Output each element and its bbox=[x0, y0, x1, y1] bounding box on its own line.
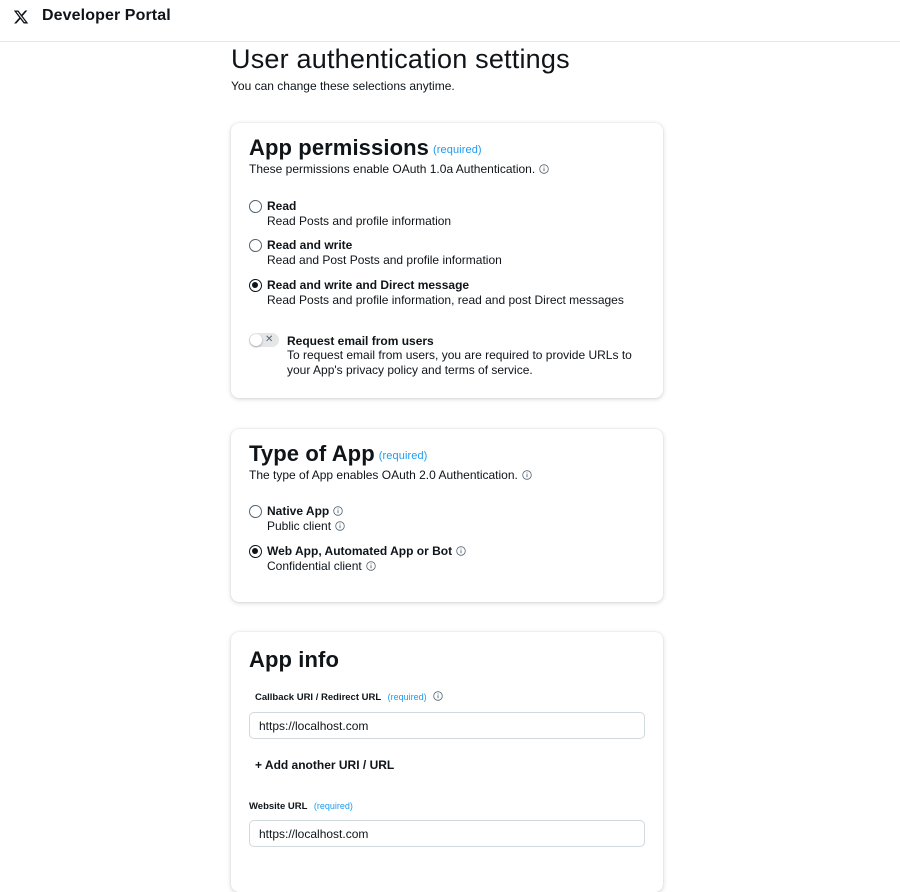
app-permissions-description-text: These permissions enable OAuth 1.0a Authentication. bbox=[249, 162, 536, 176]
info-icon[interactable] bbox=[522, 470, 532, 480]
info-icon[interactable] bbox=[456, 546, 466, 556]
close-icon: ✕ bbox=[265, 334, 274, 345]
type-of-app-title bbox=[249, 441, 427, 467]
app-permissions-description bbox=[249, 162, 549, 176]
app-info-card bbox=[231, 632, 663, 892]
request-email-toggle[interactable] bbox=[249, 333, 279, 347]
app-type-label-text: Native App bbox=[267, 504, 330, 518]
callback-url-input[interactable] bbox=[249, 712, 645, 739]
app-type-sub-text: Public client bbox=[267, 519, 332, 533]
website-url-label-text: Website URL bbox=[249, 801, 308, 812]
info-icon[interactable] bbox=[366, 561, 376, 571]
type-of-app-description-text: The type of App enables OAuth 2.0 Authentication. bbox=[249, 468, 518, 482]
top-bar bbox=[0, 0, 900, 42]
page-subtitle: You can change these selections anytime. bbox=[231, 79, 455, 93]
permission-option-label: Read and write and Direct message bbox=[267, 278, 470, 292]
app-type-sub-text: Confidential client bbox=[267, 559, 362, 573]
permission-option-label: Read and write bbox=[267, 238, 353, 252]
callback-url-label-text: Callback URI / Redirect URL bbox=[255, 692, 382, 703]
type-of-app-description bbox=[249, 468, 532, 482]
app-type-option-sub bbox=[267, 519, 345, 533]
toggle-knob bbox=[250, 334, 262, 346]
permission-option-sub: Read and Post Posts and profile information bbox=[267, 253, 502, 267]
required-tag: (required) bbox=[378, 450, 428, 462]
info-icon[interactable] bbox=[539, 164, 549, 174]
app-type-option-sub bbox=[267, 559, 376, 573]
website-url-label bbox=[249, 801, 353, 812]
info-icon[interactable] bbox=[333, 506, 343, 516]
x-logo-icon[interactable] bbox=[13, 9, 29, 25]
type-of-app-card bbox=[231, 429, 663, 602]
add-another-uri-button[interactable]: + Add another URI / URL bbox=[255, 758, 395, 772]
info-icon[interactable] bbox=[335, 521, 345, 531]
info-icon[interactable] bbox=[433, 691, 443, 701]
request-email-label: Request email from users bbox=[287, 334, 434, 348]
app-type-option-label bbox=[267, 504, 343, 518]
radio-read[interactable] bbox=[249, 200, 262, 213]
callback-url-label bbox=[255, 691, 443, 703]
app-type-label-text: Web App, Automated App or Bot bbox=[267, 544, 453, 558]
radio-read-write[interactable] bbox=[249, 239, 262, 252]
type-of-app-heading: Type of App bbox=[249, 441, 375, 466]
permission-option-sub: Read Posts and profile information bbox=[267, 214, 452, 228]
website-url-input[interactable] bbox=[249, 820, 645, 847]
page-title: User authentication settings bbox=[231, 44, 570, 74]
app-permissions-title bbox=[249, 135, 482, 161]
radio-native-app[interactable] bbox=[249, 505, 262, 518]
app-permissions-heading: App permissions bbox=[249, 135, 429, 160]
brand-title[interactable]: Developer Portal bbox=[42, 7, 171, 24]
required-tag: (required) bbox=[387, 692, 427, 702]
required-tag: (required) bbox=[432, 144, 482, 156]
permission-option-sub: Read Posts and profile information, read and post Direct messages bbox=[267, 293, 624, 307]
request-email-description: To request email from users, you are required to provide URLs to your App's privacy policy and terms of service. bbox=[287, 348, 632, 377]
app-type-option-label bbox=[267, 544, 466, 558]
app-permissions-card bbox=[231, 123, 663, 398]
required-tag: (required) bbox=[313, 801, 353, 811]
radio-read-write-dm[interactable] bbox=[249, 279, 262, 292]
radio-web-app[interactable] bbox=[249, 545, 262, 558]
app-info-title: App info bbox=[249, 647, 339, 672]
permission-option-label: Read bbox=[267, 199, 297, 213]
